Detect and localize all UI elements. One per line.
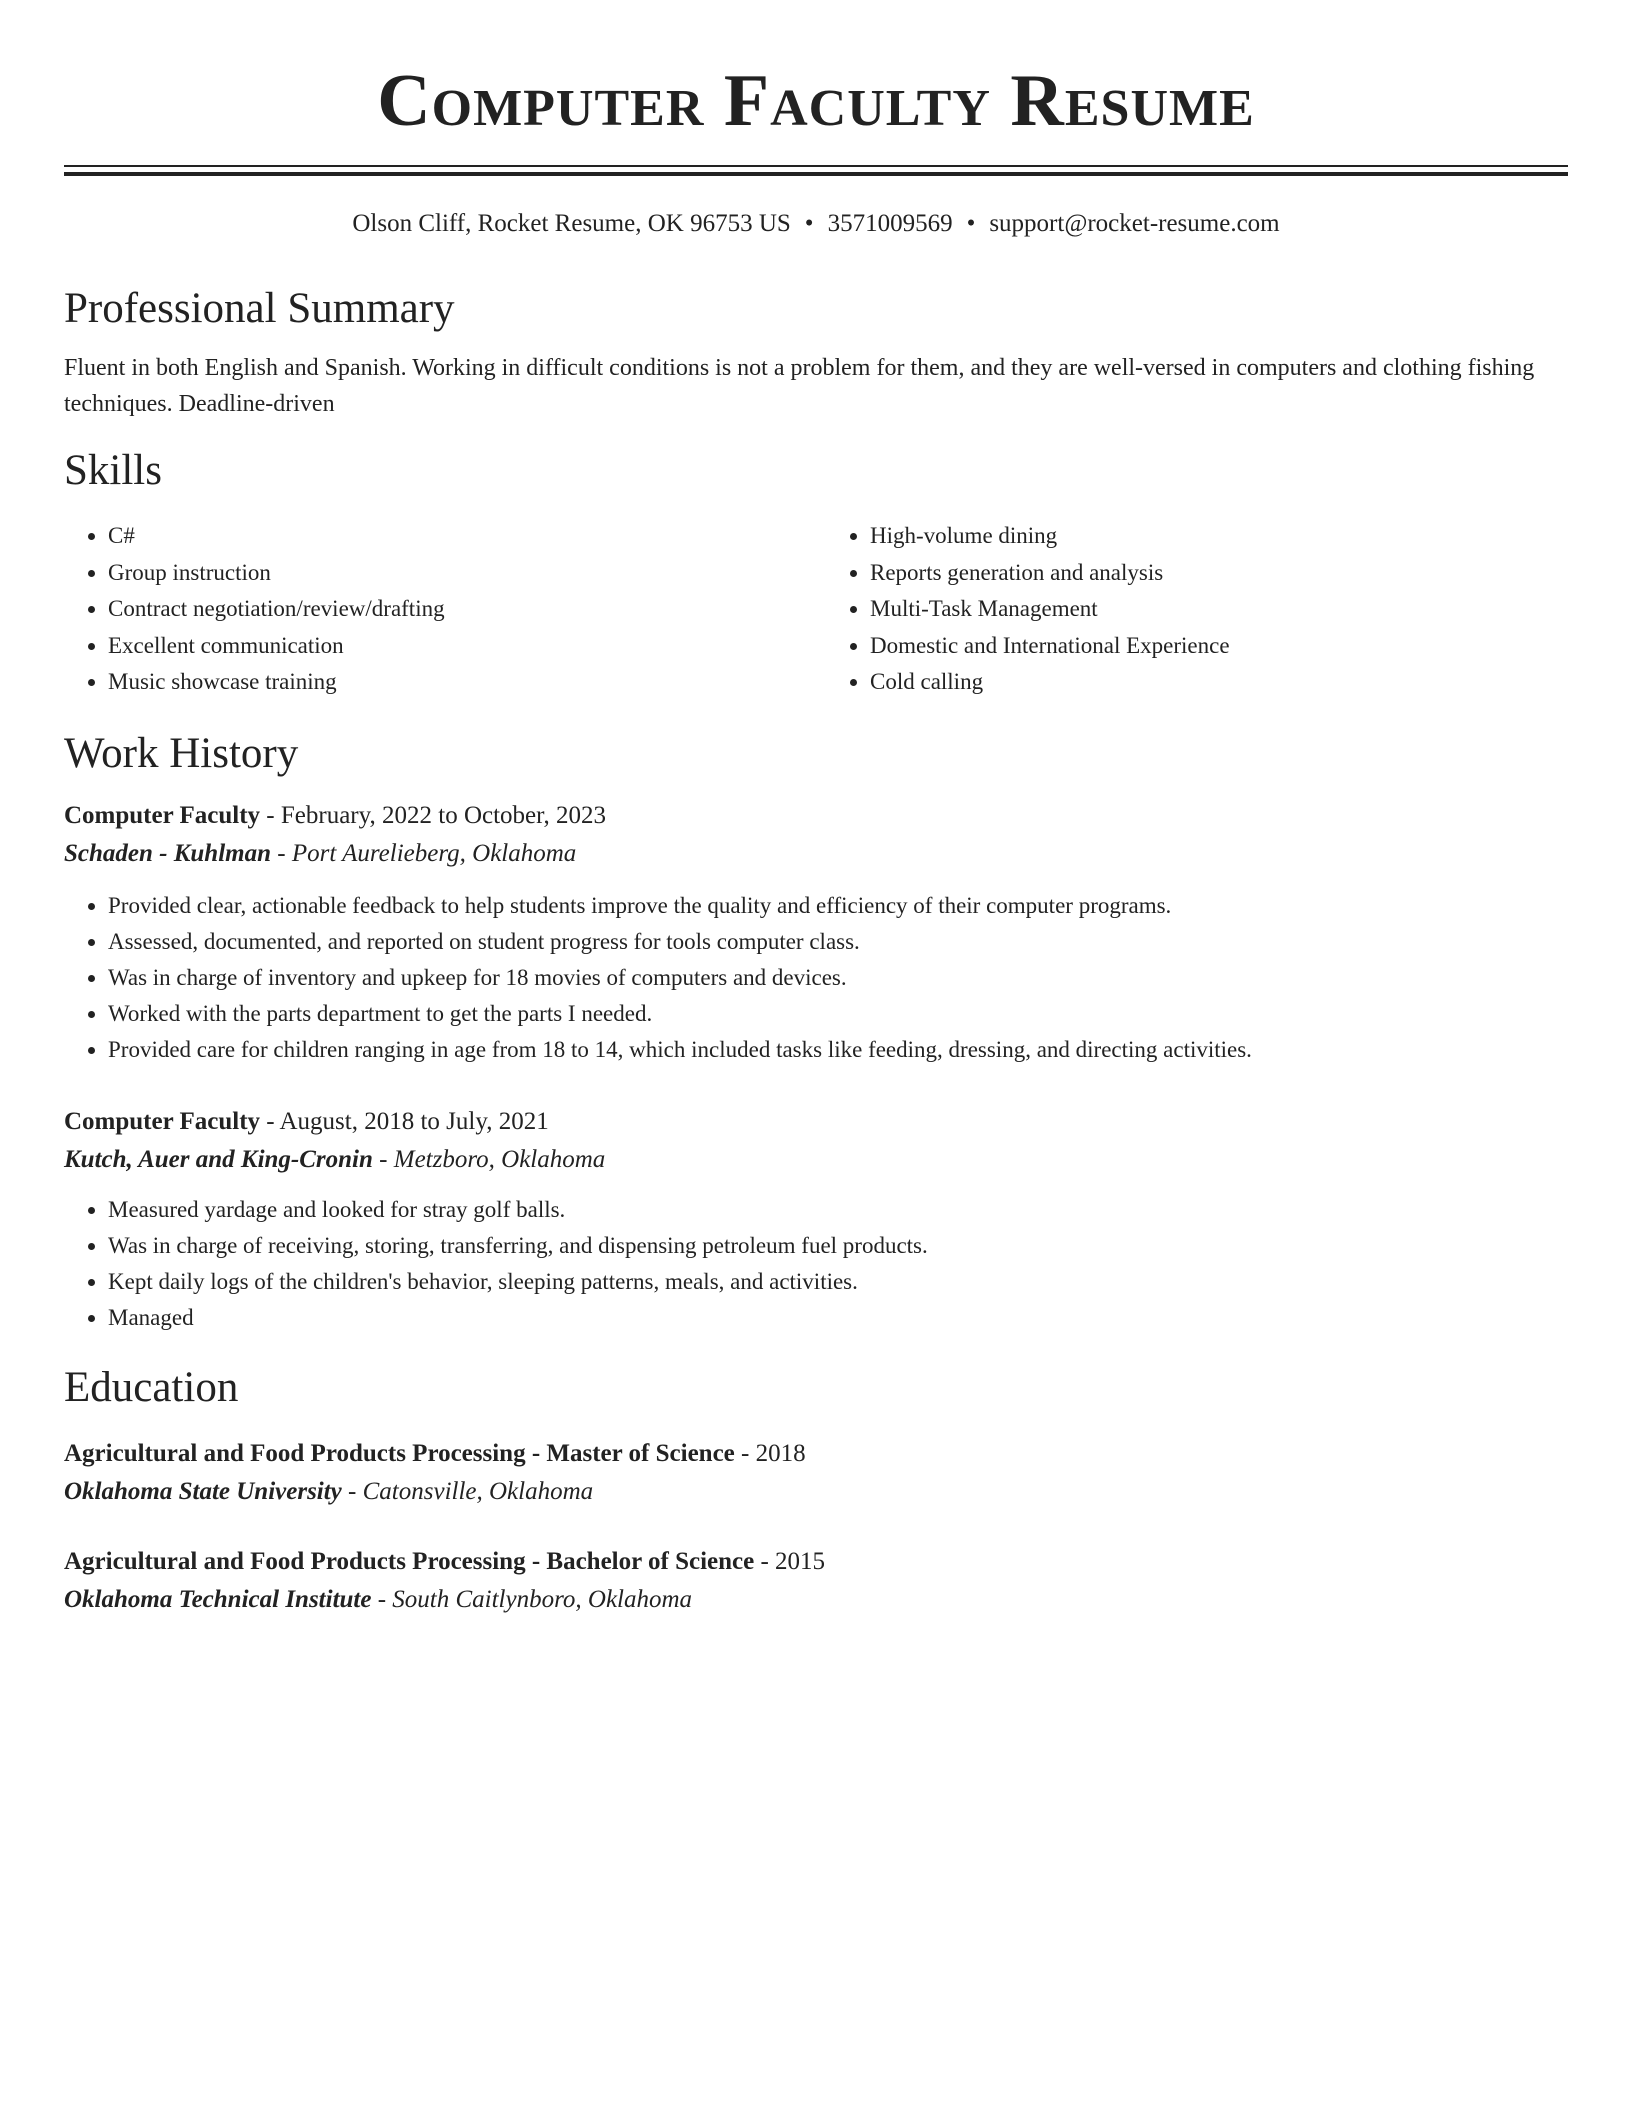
duty-item: • Measured yardage and looked for stray golf balls. <box>108 1192 1568 1228</box>
section-heading-skills: Skills <box>64 447 162 494</box>
education-degree: Agricultural and Food Products Processing - Bachelor of Science <box>64 1547 755 1575</box>
duty-item: • Provided care for children ranging in age from 18 to 14, which included tasks like feeding, dressing, and directing activities. <box>108 1032 1568 1068</box>
education-location: - South Caitlynboro, Oklahoma <box>371 1585 693 1613</box>
duty-item: • Managed <box>108 1300 1568 1336</box>
summary-text: Fluent in both English and Spanish. Working in difficult conditions is not a problem for them, and they are well-versed in computers and clothing fishing techniques. Deadline-driven <box>64 355 1535 417</box>
section-heading-work-history: Work History <box>64 729 299 777</box>
skill-item: • Multi-Task Management <box>870 591 1568 628</box>
skill-item: • Cold calling <box>870 664 1568 701</box>
job-company: Schaden - Kuhlman <box>64 839 272 867</box>
skill-item: • Domestic and International Experience <box>870 628 1568 665</box>
skill-item: • Music showcase training <box>108 664 806 701</box>
job-company: Kutch, Auer and King-Cronin <box>64 1145 373 1173</box>
resume-title: Computer Faculty Resume <box>377 60 1255 142</box>
skill-item: • Excellent communication <box>108 628 806 665</box>
skill-item: • Reports generation and analysis <box>870 555 1568 592</box>
duty-item: • Assessed, documented, and reported on student progress for tools computer class. <box>108 924 1568 960</box>
skill-item: • Contract negotiation/review/drafting <box>108 591 806 628</box>
skill-item: • C# <box>108 518 806 555</box>
education-entry <box>64 1543 1568 1619</box>
contact-address: Olson Cliff, Rocket Resume, OK 96753 US <box>352 210 791 237</box>
job-dates: - February, 2022 to October, 2023 <box>260 801 606 829</box>
education-institution <box>64 1581 1568 1619</box>
contact-separator: • <box>966 210 976 237</box>
contact-phone: 3571009569 <box>827 210 953 237</box>
contact-email: support@rocket-resume.com <box>989 210 1280 237</box>
skill-item: • High-volume dining <box>870 518 1568 555</box>
job-employer <box>64 835 1568 873</box>
contact-separator: • <box>804 210 814 237</box>
job-duties <box>64 1192 1568 1336</box>
education-entry <box>64 1435 1568 1511</box>
job-duties <box>64 888 1568 1068</box>
skills-column-right <box>826 518 1568 701</box>
duty-item: • Kept daily logs of the children's behavior, sleeping patterns, meals, and activities. <box>108 1264 1568 1300</box>
section-heading-education: Education <box>64 1363 239 1411</box>
job-location: - Metzboro, Oklahoma <box>372 1145 606 1173</box>
job-header <box>64 1103 1568 1141</box>
duty-item: • Worked with the parts department to get the parts I needed. <box>108 996 1568 1032</box>
education-school: Oklahoma State University <box>64 1477 342 1505</box>
skills-column-left <box>64 518 806 701</box>
skill-item: • Group instruction <box>108 555 806 592</box>
job-location: - Port Aurelieberg, Oklahoma <box>271 839 577 867</box>
education-year: - 2018 <box>734 1439 806 1467</box>
education-institution <box>64 1473 1568 1511</box>
job-entry <box>64 797 1568 1068</box>
education-year: - 2015 <box>754 1547 826 1575</box>
duty-item: • Was in charge of receiving, storing, transferring, and dispensing petroleum fuel products. <box>108 1228 1568 1264</box>
job-role: Computer Faculty <box>64 1107 261 1135</box>
skills-list <box>64 518 1568 701</box>
education-school: Oklahoma Technical Institute <box>64 1585 372 1613</box>
job-role: Computer Faculty <box>64 801 261 829</box>
divider-thick-line <box>64 172 1568 176</box>
education-header <box>64 1543 1568 1581</box>
duty-item: • Provided clear, actionable feedback to help students improve the quality and efficiency of their computer programs. <box>108 888 1568 924</box>
education-degree: Agricultural and Food Products Processing - Master of Science <box>64 1439 735 1467</box>
contact-line <box>64 208 1568 240</box>
duty-item: • Was in charge of inventory and upkeep for 18 movies of computers and devices. <box>108 960 1568 996</box>
title-divider <box>64 165 1568 176</box>
job-employer <box>64 1141 1568 1179</box>
job-entry <box>64 1103 1568 1336</box>
education-header <box>64 1435 1568 1473</box>
education-location: - Catonsville, Oklahoma <box>341 1477 594 1505</box>
section-heading-summary: Professional Summary <box>64 285 455 332</box>
resume-content <box>64 58 1568 1619</box>
job-dates: - August, 2018 to July, 2021 <box>260 1107 549 1135</box>
job-header <box>64 797 1568 835</box>
divider-thin-line <box>64 165 1568 167</box>
